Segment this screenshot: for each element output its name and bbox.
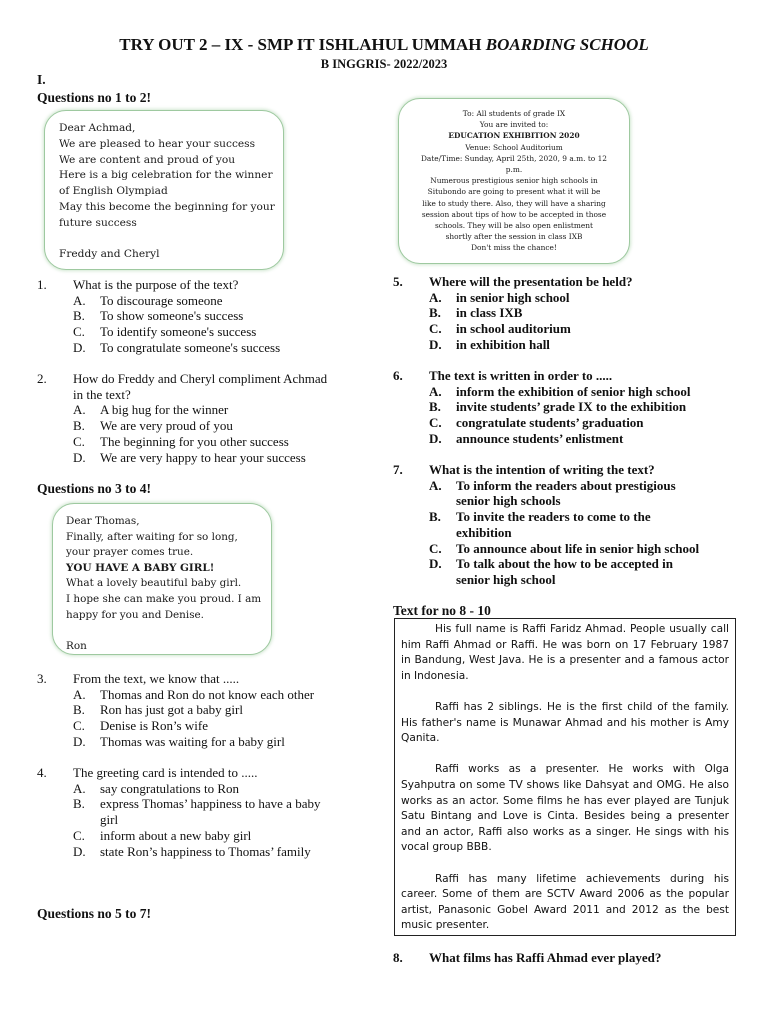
option-a[interactable]: A. Thomas and Ron do not know each other — [73, 686, 315, 702]
option-d[interactable]: D. To congratulate someone's success — [73, 339, 281, 355]
question-stem: Where will the presentation be held? — [429, 274, 633, 289]
question-stem: What is the purpose of the text? — [73, 277, 239, 292]
card-line: YOU HAVE A BABY GIRL! — [66, 561, 215, 574]
option-d[interactable]: D. We are very happy to hear your success — [73, 449, 306, 465]
card-line: Venue: School Auditorium — [465, 142, 563, 152]
option-b[interactable]: B. Ron has just got a baby girl — [73, 702, 243, 718]
greeting-card-achmad — [44, 110, 284, 270]
card-line: What a lovely beautiful baby girl. — [66, 577, 242, 590]
option-a[interactable]: A. say congratulations to Ron — [73, 780, 240, 796]
card-line: like to study there. Also, they will have a sharing — [422, 198, 606, 208]
card-line: To: All students of grade IX — [462, 109, 566, 118]
question-stem: What is the intention of writing the text? — [429, 462, 655, 477]
question-number: 8. — [393, 950, 403, 965]
option-a[interactable]: A. A big hug for the winner — [73, 402, 229, 418]
option-d[interactable]: D. Thomas was waiting for a baby girl — [73, 733, 285, 749]
question-number: 2. — [37, 371, 47, 386]
heading-questions-5-7: Questions no 5 to 7! — [37, 906, 152, 921]
option-b[interactable]: B. To show someone's success — [73, 308, 244, 324]
card-line: I hope she can make you proud. I am — [66, 592, 262, 605]
page-title — [0, 35, 768, 55]
question-number: 6. — [393, 368, 403, 383]
option-a[interactable]: A. To discourage someone — [73, 292, 223, 308]
passage-paragraph: Raffi has many lifetime achievements during his career. Some of them are SCTV Award 2006 as the popular artist, Panasonic Gobel Award 2011 and 2012 as the best music presenter. — [401, 872, 729, 932]
heading-text-8-10: Text for no 8 - 10 — [393, 603, 491, 618]
page-subtitle: B INGGRIS- 2022/2023 — [320, 57, 448, 71]
question-stem: From the text, we know that ..... — [73, 671, 240, 686]
card-line: happy for you and Denise. — [66, 608, 204, 621]
option-d[interactable]: D. state Ron’s happiness to Thomas’ family — [73, 843, 311, 859]
option-b[interactable]: B. invite students’ grade IX to the exhibition — [429, 399, 687, 415]
card-line: Situbondo are going to present what it will be — [427, 187, 601, 197]
option-c[interactable]: C. To announce about life in senior high school — [429, 540, 700, 556]
option-c[interactable]: C. congratulate students’ graduation — [429, 415, 644, 431]
option-d[interactable]: D. To talk about the how to be accepted in senior high school — [429, 556, 673, 587]
card-line — [66, 623, 271, 639]
question-number: 1. — [37, 277, 47, 292]
invitation-card-exhibition — [398, 98, 630, 264]
option-c[interactable]: C. Denise is Ron’s wife — [73, 718, 208, 734]
option-b[interactable]: B. To invite the readers to come to the exhibition — [429, 509, 651, 540]
reading-passage-raffi — [394, 618, 736, 936]
card-line: We are content and proud of you — [59, 153, 236, 166]
question-stem: What films has Raffi Ahmad ever played? — [429, 950, 662, 965]
passage-paragraph: Raffi works as a presenter. He works with Olga Syahputra on some TV shows like Dahsyat and OMG. He also works as an actor. Some films he has ever played are Tunjuk Satu Bintang and Love is Cinta. Besides being a presenter and an actor, Raffi also works as a singer. He sings with his vocal group BBB. — [401, 763, 729, 854]
card-line: session about tips of how to be accepted in those — [421, 209, 607, 219]
card-line: Here is a big celebration for the winner — [59, 169, 273, 182]
card-signature: Freddy and Cheryl — [59, 248, 160, 261]
card-line: Dear Thomas, — [66, 515, 140, 527]
question-stem: The text is written in order to ..... — [429, 368, 613, 383]
card-line: We are pleased to hear your success — [59, 137, 256, 150]
heading-questions-1-2: Questions no 1 to 2! — [37, 90, 152, 105]
option-a[interactable]: A. To inform the readers about prestigious senior high schools — [429, 477, 676, 509]
passage-paragraph: Raffi has 2 siblings. He is the first child of the family. His father's name is Munawar Ahmad and his mother is Amy Qanita. — [401, 700, 729, 745]
card-line: You are invited to: — [479, 120, 549, 130]
title-main: TRY OUT 2 – IX - SMP IT ISHLAHUL UMMAH — [119, 35, 486, 54]
card-line: May this become the beginning for your — [59, 200, 275, 213]
card-line: future success — [59, 216, 137, 229]
section-mark: I. — [37, 72, 46, 87]
option-b[interactable]: B. in class IXB — [429, 305, 523, 321]
card-line: Date/Time: Sunday, April 25th, 2020, 9 a.m. to 12 — [421, 153, 607, 163]
card-line: Numerous prestigious senior high schools in — [430, 176, 598, 186]
card-line: schools. They will be also open enlistment — [434, 221, 593, 231]
card-line: p.m. — [505, 165, 523, 175]
question-stem: in the text? — [73, 386, 131, 402]
option-a[interactable]: A. in senior high school — [429, 289, 570, 305]
option-b[interactable]: B. We are very proud of you — [73, 418, 233, 434]
card-line: of English Olympiad — [59, 185, 168, 198]
card-line: EDUCATION EXHIBITION 2020 — [448, 131, 580, 141]
card-line: Don't miss the chance! — [471, 243, 557, 253]
title-italic: BOARDING SCHOOL — [485, 35, 649, 54]
card-signature: Ron — [66, 639, 87, 652]
question-number: 7. — [393, 462, 403, 477]
option-d[interactable]: D. in exhibition hall — [429, 336, 550, 352]
option-c[interactable]: C. The beginning for you other success — [73, 433, 289, 449]
card-line: your prayer comes true. — [66, 546, 194, 559]
card-line: Dear Achmad, — [59, 122, 136, 134]
question-number: 4. — [37, 765, 47, 780]
question-number: 3. — [37, 671, 47, 686]
card-line — [59, 232, 283, 248]
option-d[interactable]: D. announce students’ enlistment — [429, 430, 624, 446]
question-number: 5. — [393, 274, 403, 289]
option-a[interactable]: A. inform the exhibition of senior high school — [429, 383, 691, 399]
heading-questions-3-4: Questions no 3 to 4! — [37, 481, 152, 496]
option-c[interactable]: C. inform about a new baby girl — [73, 827, 252, 843]
card-line: Finally, after waiting for so long, — [66, 530, 238, 543]
card-line: shortly after the session in class IXB — [445, 232, 583, 242]
option-c[interactable]: C. To identify someone's success — [73, 324, 257, 340]
question-stem: How do Freddy and Cheryl compliment Achmad — [73, 371, 328, 386]
question-stem: The greeting card is intended to ..... — [73, 765, 258, 780]
option-b[interactable]: B. express Thomas’ happiness to have a baby girl — [73, 796, 321, 828]
option-c[interactable]: C. in school auditorium — [429, 321, 571, 337]
greeting-card-thomas — [52, 503, 272, 655]
passage-paragraph: His full name is Raffi Faridz Ahmad. People usually call him Raffi Ahmad or Raffi. He was born on 17 February 1987 in Bandung, West Java. He is a presenter and a famous actor in Indonesia. — [401, 623, 729, 682]
